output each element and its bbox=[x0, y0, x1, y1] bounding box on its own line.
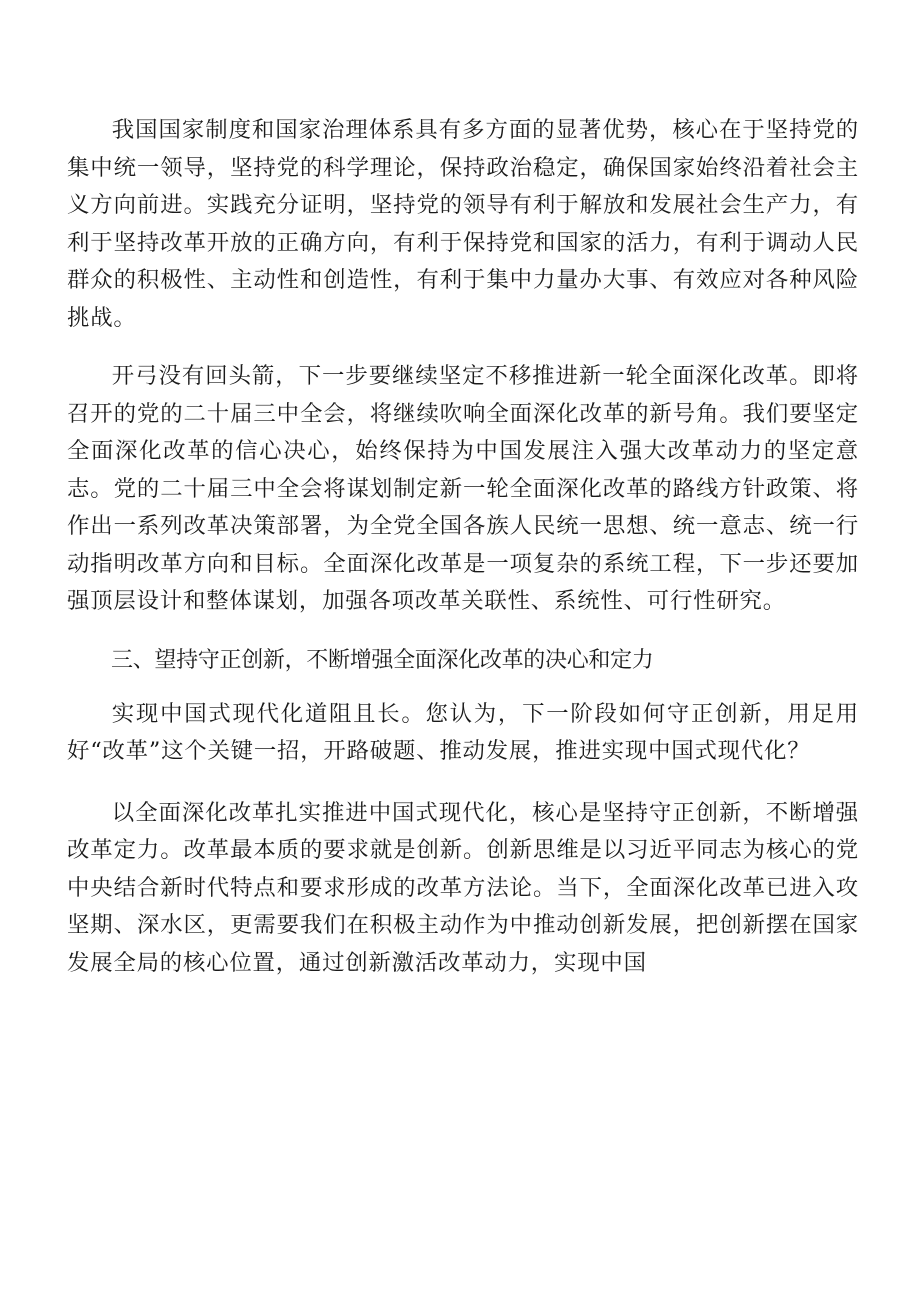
question-paragraph: 实现中国式现代化道阻且长。您认为，下一阶段如何守正创新，用足用好“改革”这个关键一招，开路破题、推动发展，推进实现中国式现代化？ bbox=[67, 700, 859, 764]
section-heading: 三、望持守正创新，不断增强全面深化改革的决心和定力 bbox=[111, 647, 654, 673]
document-page bbox=[67, 112, 859, 982]
paragraph-party-leadership: 我国国家制度和国家治理体系具有多方面的显著优势，核心在于坚持党的集中统一领导，坚持党的科学理论，保持政治稳定，确保国家始终沿着社会主义方向前进。实践充分证明，坚持党的领导有利于解放和发展社会生产力，有利于坚持改革开放的正确方向，有利于保持党和国家的活力，有利于调动人民群众的积极性、主动性和创造性，有利于集中力量办大事、有效应对各种风险挑战。 bbox=[67, 117, 859, 331]
paragraph-deepening-reform: 开弓没有回头箭，下一步要继续坚定不移推进新一轮全面深化改革。即将召开的党的二十届三中全会，将继续吹响全面深化改革的新号角。我们要坚定全面深化改革的信心决心，始终保持为中国发展注入强大改革动力的坚定意志。党的二十届三中全会将谋划制定新一轮全面深化改革的路线方针政策、将作出一系列改革决策部署，为全党全国各族人民统一思想、统一意志、统一行动指明改革方向和目标。全面深化改革是一项复杂的系统工程，下一步还要加强顶层设计和整体谋划，加强各项改革关联性、系统性、可行性研究。 bbox=[67, 363, 859, 614]
answer-paragraph: 以全面深化改革扎实推进中国式现代化，核心是坚持守正创新，不断增强改革定力。改革最本质的要求就是创新。创新思维是以习近平同志为核心的党中央结合新时代特点和要求形成的改革方法论。当下，全面深化改革已进入攻坚期、深水区，更需要我们在积极主动作为中推动创新发展，把创新摆在国家发展全局的核心位置，通过创新激活改革动力，实现中国 bbox=[67, 799, 859, 976]
